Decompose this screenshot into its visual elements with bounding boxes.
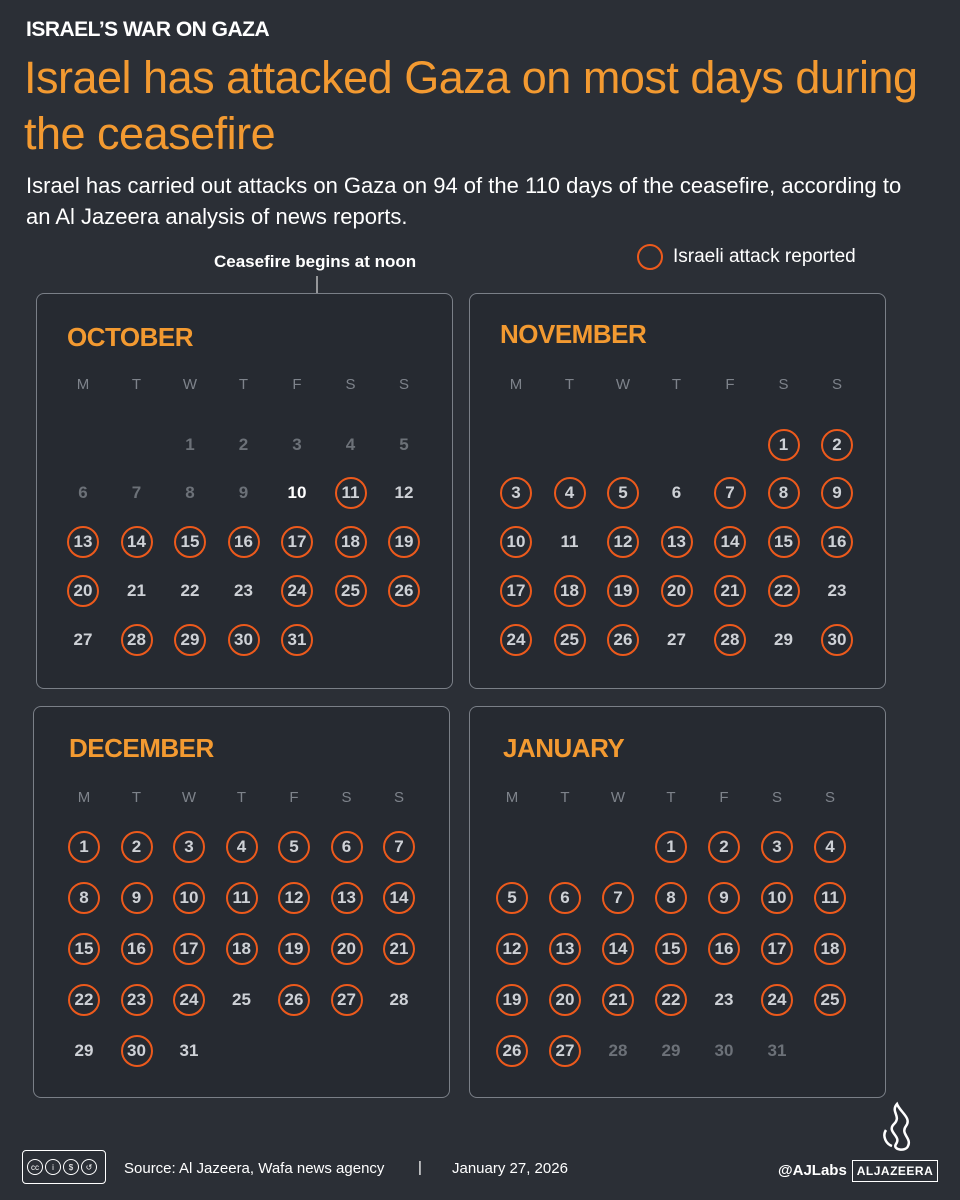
weekday-label: S: [778, 375, 789, 393]
weekday-label: T: [666, 788, 676, 806]
calendar-day-attack: 18: [814, 933, 846, 965]
calendar-day-attack: 24: [281, 575, 313, 607]
calendar-day-attack: 13: [331, 882, 363, 914]
calendar-day-attack: 19: [388, 526, 420, 558]
weekday-label: M: [509, 375, 523, 393]
calendar-day-attack: 15: [768, 526, 800, 558]
calendar-day: 23: [234, 581, 253, 600]
calendar-day-attack: 9: [708, 882, 740, 914]
calendar-day-attack: 16: [708, 933, 740, 965]
calendar-day-attack: 25: [814, 984, 846, 1016]
month-title: NOVEMBER: [500, 319, 647, 349]
calendar-day-attack: 4: [226, 831, 258, 863]
calendar-day: 29: [774, 630, 793, 649]
weekday-label: T: [564, 375, 575, 393]
calendar-day: 31: [767, 1041, 787, 1060]
creative-commons-badge: [22, 1150, 106, 1184]
calendar-day-attack: 14: [602, 933, 634, 965]
calendar-day: 8: [185, 483, 195, 502]
calendar-day-attack: 19: [278, 933, 310, 965]
calendar-day-attack: 12: [278, 882, 310, 914]
calendar-day: 27: [73, 630, 93, 649]
calendar-day-attack: 3: [761, 831, 793, 863]
month-title: JANUARY: [503, 733, 625, 763]
calendar-day-attack: 24: [761, 984, 793, 1016]
calendar-day-attack: 18: [554, 575, 586, 607]
calendar-day-attack: 11: [226, 882, 258, 914]
calendar-day-attack: 19: [496, 984, 528, 1016]
calendar-day: 28: [389, 990, 409, 1009]
calendar-day-attack: 21: [714, 575, 746, 607]
calendar-day-attack: 20: [549, 984, 581, 1016]
calendar-day: 30: [714, 1041, 734, 1060]
calendar-day-attack: 14: [121, 526, 153, 558]
weekday-label: W: [181, 788, 197, 806]
weekday-label: T: [131, 788, 142, 806]
calendar-day-attack: 15: [174, 526, 206, 558]
calendar-day-attack: 9: [121, 882, 153, 914]
weekday-label: W: [182, 375, 198, 393]
calendar-day: 25: [232, 990, 251, 1009]
calendar-day-attack: 17: [500, 575, 532, 607]
calendar-day-attack: 22: [68, 984, 100, 1016]
weekday-label: T: [671, 375, 682, 393]
weekday-label: F: [719, 788, 729, 806]
calendar-day-attack: 29: [174, 624, 206, 656]
weekday-label: T: [238, 375, 249, 393]
weekday-label: M: [76, 375, 90, 393]
calendar-day-attack: 22: [768, 575, 800, 607]
calendar-day-attack: 7: [714, 477, 746, 509]
weekday-label: S: [345, 375, 356, 393]
calendar-day: 29: [74, 1041, 94, 1060]
calendar-day-attack: 6: [549, 882, 581, 914]
calendar-day-attack: 27: [549, 1035, 581, 1067]
calendar-day-attack: 25: [554, 624, 586, 656]
calendar-day-attack: 11: [814, 882, 846, 914]
calendar-day-attack: 8: [655, 882, 687, 914]
weekday-label: W: [615, 375, 631, 393]
calendar-day-attack: 20: [661, 575, 693, 607]
calendar-day-attack: 24: [500, 624, 532, 656]
subhead: Israel has carried out attacks on Gaza on 94 of the 110 days of the ceasefire, according to an Al Jazeera analysis of news reports.: [26, 173, 902, 229]
calendar-day: 6: [671, 483, 682, 502]
calendar-day-attack: 26: [278, 984, 310, 1016]
calendar-day-attack: 7: [602, 882, 634, 914]
calendar-day: 10: [287, 483, 307, 502]
calendar-day-attack: 31: [281, 624, 313, 656]
calendar-day-attack: 16: [821, 526, 853, 558]
weekday-label: S: [771, 788, 782, 806]
calendar-day: 6: [78, 483, 88, 502]
weekday-label: T: [236, 788, 247, 806]
calendar-day-attack: 10: [173, 882, 205, 914]
calendar-day-attack: 24: [173, 984, 205, 1016]
calendar-day-attack: 26: [388, 575, 420, 607]
calendar-day-attack: 20: [331, 933, 363, 965]
calendar-day: 2: [238, 435, 249, 454]
calendar-day-attack: 17: [761, 933, 793, 965]
calendar-day-attack: 8: [768, 477, 800, 509]
calendar-day-attack: 22: [655, 984, 687, 1016]
weekday-label: S: [831, 375, 842, 393]
source-text: Source: Al Jazeera, Wafa news agency: [124, 1160, 385, 1177]
legend: [637, 244, 856, 270]
calendar-day: 23: [827, 581, 847, 600]
calendar-day-attack: 27: [331, 984, 363, 1016]
weekday-label: S: [341, 788, 352, 806]
weekday-label: M: [505, 788, 519, 806]
calendar-day-attack: 14: [383, 882, 415, 914]
calendar-day: 12: [394, 483, 414, 502]
calendar-day-attack: 5: [496, 882, 528, 914]
weekday-label: W: [610, 788, 626, 806]
cc-icon: cc: [27, 1159, 43, 1175]
calendar-day: 27: [667, 630, 686, 649]
calendar-day-attack: 1: [768, 429, 800, 461]
kicker: ISRAEL’S WAR ON GAZA: [26, 18, 270, 41]
ceasefire-annotation: Ceasefire begins at noon: [214, 252, 417, 271]
calendar-day-attack: 9: [821, 477, 853, 509]
weekday-label: T: [560, 788, 570, 806]
calendar-day-attack: 30: [228, 624, 260, 656]
calendar-day-attack: 3: [500, 477, 532, 509]
calendar-day-attack: 28: [121, 624, 153, 656]
publish-date: January 27, 2026: [452, 1160, 568, 1177]
calendar-day: 9: [238, 483, 249, 502]
calendar-day: 11: [560, 532, 579, 551]
calendar-day: 22: [180, 581, 200, 600]
calendar-day-attack: 21: [383, 933, 415, 965]
calendar-day-attack: 4: [814, 831, 846, 863]
calendar-day-attack: 15: [68, 933, 100, 965]
nc-icon: $: [63, 1159, 79, 1175]
legend-ring-icon: [637, 244, 663, 270]
calendar-day-attack: 13: [661, 526, 693, 558]
calendar-day: 23: [714, 990, 734, 1009]
calendar-day-attack: 8: [68, 882, 100, 914]
calendar-day: 3: [292, 435, 302, 454]
aljazeera-logo-text: ALJAZEERA: [852, 1160, 938, 1182]
calendar-day-attack: 2: [821, 429, 853, 461]
weekday-label: M: [77, 788, 91, 806]
calendar-day: 21: [127, 581, 146, 600]
weekday-label: F: [725, 375, 735, 393]
sa-icon: ↺: [81, 1159, 97, 1175]
calendar-day-attack: 16: [121, 933, 153, 965]
month-title: DECEMBER: [69, 733, 214, 763]
weekday-label: T: [131, 375, 142, 393]
calendar-day-attack: 23: [121, 984, 153, 1016]
calendar-day-attack: 14: [714, 526, 746, 558]
calendar-day: 1: [185, 435, 195, 454]
calendar-day-attack: 30: [121, 1035, 153, 1067]
calendar-day-attack: 3: [173, 831, 205, 863]
footer: [0, 1148, 960, 1188]
weekday-label: S: [824, 788, 835, 806]
calendar-day-attack: 6: [331, 831, 363, 863]
legend-label: Israeli attack reported: [673, 246, 856, 267]
calendar-day-attack: 15: [655, 933, 687, 965]
month-title: OCTOBER: [67, 322, 194, 352]
ajlabs-handle: @AJLabs: [778, 1162, 847, 1179]
calendar-day: 31: [179, 1041, 199, 1060]
calendar-day-attack: 21: [602, 984, 634, 1016]
calendar-day-attack: 10: [500, 526, 532, 558]
calendar-day: 5: [399, 435, 409, 454]
calendar-day-attack: 11: [335, 477, 367, 509]
calendar-day-attack: 26: [607, 624, 639, 656]
calendar-day-attack: 12: [496, 933, 528, 965]
calendar-day-attack: 13: [67, 526, 99, 558]
headline: Israel has attacked Gaza on most days during the ceasefire: [24, 52, 918, 159]
calendar-day-attack: 4: [554, 477, 586, 509]
weekday-label: S: [393, 788, 404, 806]
calendar-day-attack: 16: [228, 526, 260, 558]
calendar-day-attack: 1: [655, 831, 687, 863]
calendar-day-attack: 7: [383, 831, 415, 863]
calendar-day-attack: 2: [708, 831, 740, 863]
calendar-day-attack: 18: [335, 526, 367, 558]
calendar-day-attack: 13: [549, 933, 581, 965]
calendar-day-attack: 5: [607, 477, 639, 509]
calendar-day-attack: 25: [335, 575, 367, 607]
aljazeera-logo-icon: [872, 1100, 922, 1156]
calendar-day-attack: 17: [281, 526, 313, 558]
calendar-day-attack: 1: [68, 831, 100, 863]
calendar-day: 29: [661, 1041, 681, 1060]
calendar-day-attack: 2: [121, 831, 153, 863]
calendar-day-attack: 30: [821, 624, 853, 656]
calendar-day-attack: 18: [226, 933, 258, 965]
calendar-day-attack: 10: [761, 882, 793, 914]
weekday-label: S: [398, 375, 409, 393]
calendar-day-attack: 28: [714, 624, 746, 656]
calendar-day: 28: [608, 1041, 628, 1060]
calendar-day-attack: 19: [607, 575, 639, 607]
calendar-day-attack: 12: [607, 526, 639, 558]
by-icon: i: [45, 1159, 61, 1175]
weekday-label: F: [292, 375, 302, 393]
calendar-day: 7: [131, 483, 142, 502]
calendar-day-attack: 17: [173, 933, 205, 965]
footer-separator: |: [418, 1159, 422, 1176]
calendar-day-attack: 20: [67, 575, 99, 607]
calendar-day-attack: 26: [496, 1035, 528, 1067]
weekday-label: F: [289, 788, 299, 806]
calendar-day-attack: 5: [278, 831, 310, 863]
calendar-day: 4: [345, 435, 356, 454]
